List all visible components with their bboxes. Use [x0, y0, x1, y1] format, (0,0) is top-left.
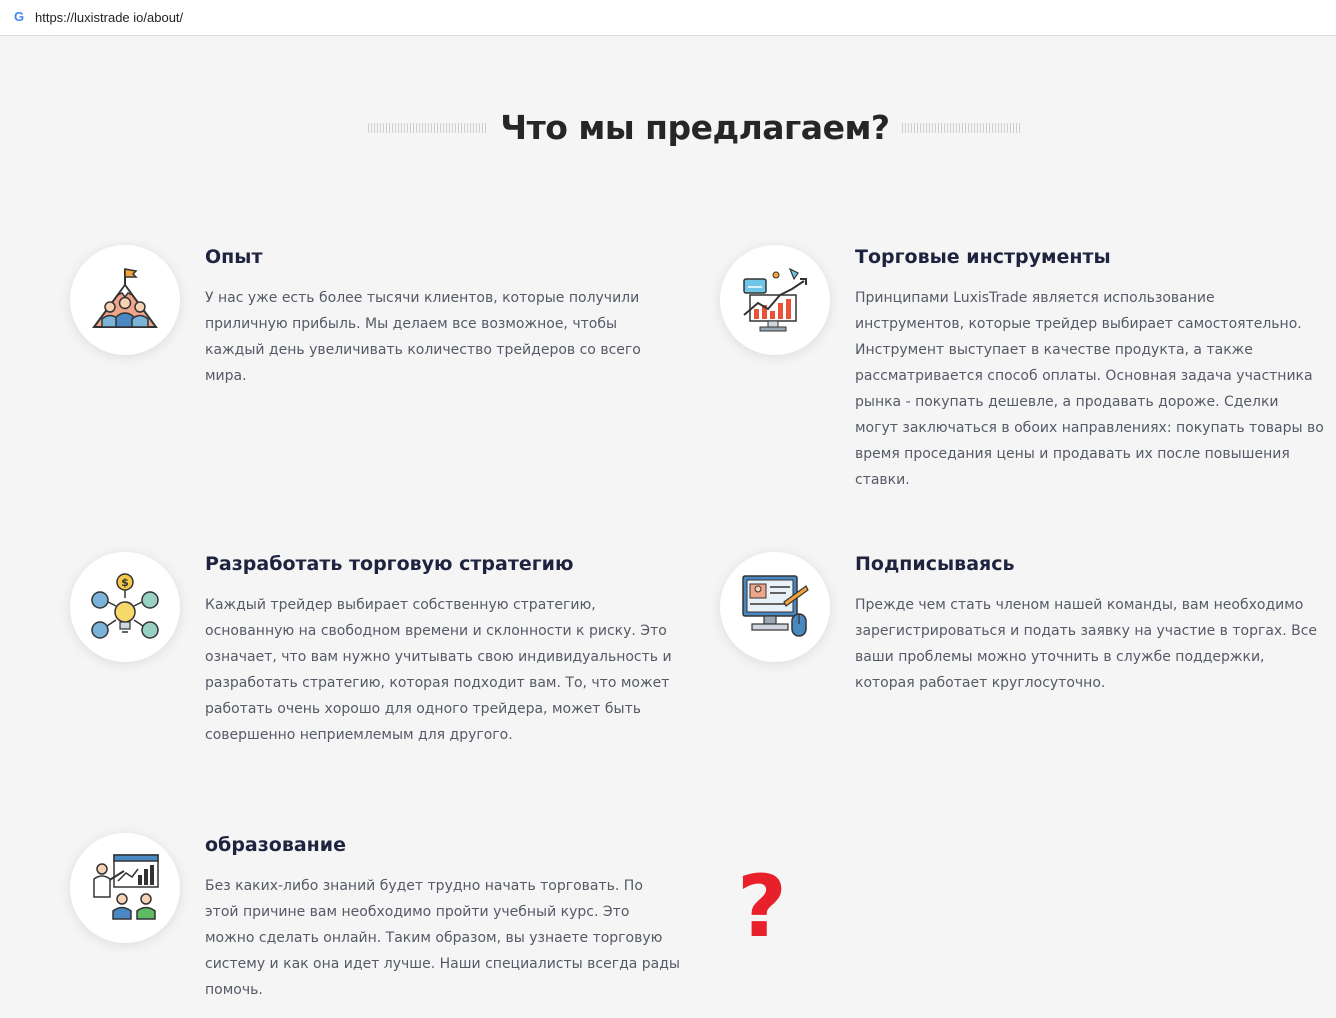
- browser-address-bar[interactable]: [0, 0, 1336, 36]
- feature-title: Торговые инструменты: [855, 246, 1111, 268]
- mountain-team-icon: [90, 265, 160, 335]
- strategy-lightbulb-icon: [90, 572, 160, 642]
- section-title: Что мы предлагаем?: [500, 108, 890, 147]
- heading-decoration-left: [368, 123, 488, 133]
- feature-title: Разработать торговую стратегию: [205, 553, 574, 575]
- trading-chart-icon: [740, 265, 810, 335]
- feature-description: Прежде чем стать членом нашей команды, вам необходимо зарегистрироваться и подать заявку на участие в торгах. Все ваши проблемы можно уточнить в службе поддержки, которая работает круглосуточно.: [855, 597, 1318, 691]
- feature-icon-circle: [70, 552, 180, 662]
- heading-decoration-right: [902, 123, 1022, 133]
- education-presentation-icon: [90, 853, 160, 923]
- feature-description: Каждый трейдер выбирает собственную стратегию, основанную на свободном времени и склонности к риску. Это означает, что вам нужно учитывать свою индивидуальность и разработать стратегию, которая подходит вам. То, что может работать очень хорошо для одного трейдера, может быть совершенно неприемлемым для другого.: [205, 597, 672, 743]
- feature-description: У нас уже есть более тысячи клиентов, которые получили приличную прибыль. Мы делаем все возможное, чтобы каждый день увеличивать количество трейдеров со всего мира.: [205, 290, 641, 384]
- url-text[interactable]: https://luxistrade io/about/: [35, 10, 184, 25]
- feature-icon-circle: [720, 552, 830, 662]
- computer-signup-icon: [740, 572, 810, 642]
- feature-description: Без каких-либо знаний будет трудно начать торговать. По этой причине вам необходимо пройти учебный курс. Это можно сделать онлайн. Таким образом, вы узнаете торговую систему и как она идет лучше. Наши специалисты всегда рады помочь.: [205, 878, 680, 998]
- feature-title: Опыт: [205, 246, 263, 268]
- question-mark-annotation: ?: [737, 857, 787, 957]
- svg-text:$: $: [121, 576, 129, 589]
- feature-title: Подписываясь: [855, 553, 1015, 575]
- feature-title: образование: [205, 834, 347, 856]
- section-header: [0, 105, 1336, 153]
- google-icon: G: [13, 9, 25, 24]
- feature-description: Принципами LuxisTrade является использование инструментов, которые трейдер выбирает самостоятельно. Инструмент выступает в качестве продукта, а также рассматривается способ оплаты. Основная задача участника рынка - покупать дешевле, а продавать дороже. Сделки могут заключаться в обоих направлениях: покупать товары во время проседания цены и продавать их после повышения ставки.: [855, 290, 1324, 488]
- feature-icon-circle: [720, 245, 830, 355]
- feature-icon-circle: [70, 833, 180, 943]
- feature-icon-circle: [70, 245, 180, 355]
